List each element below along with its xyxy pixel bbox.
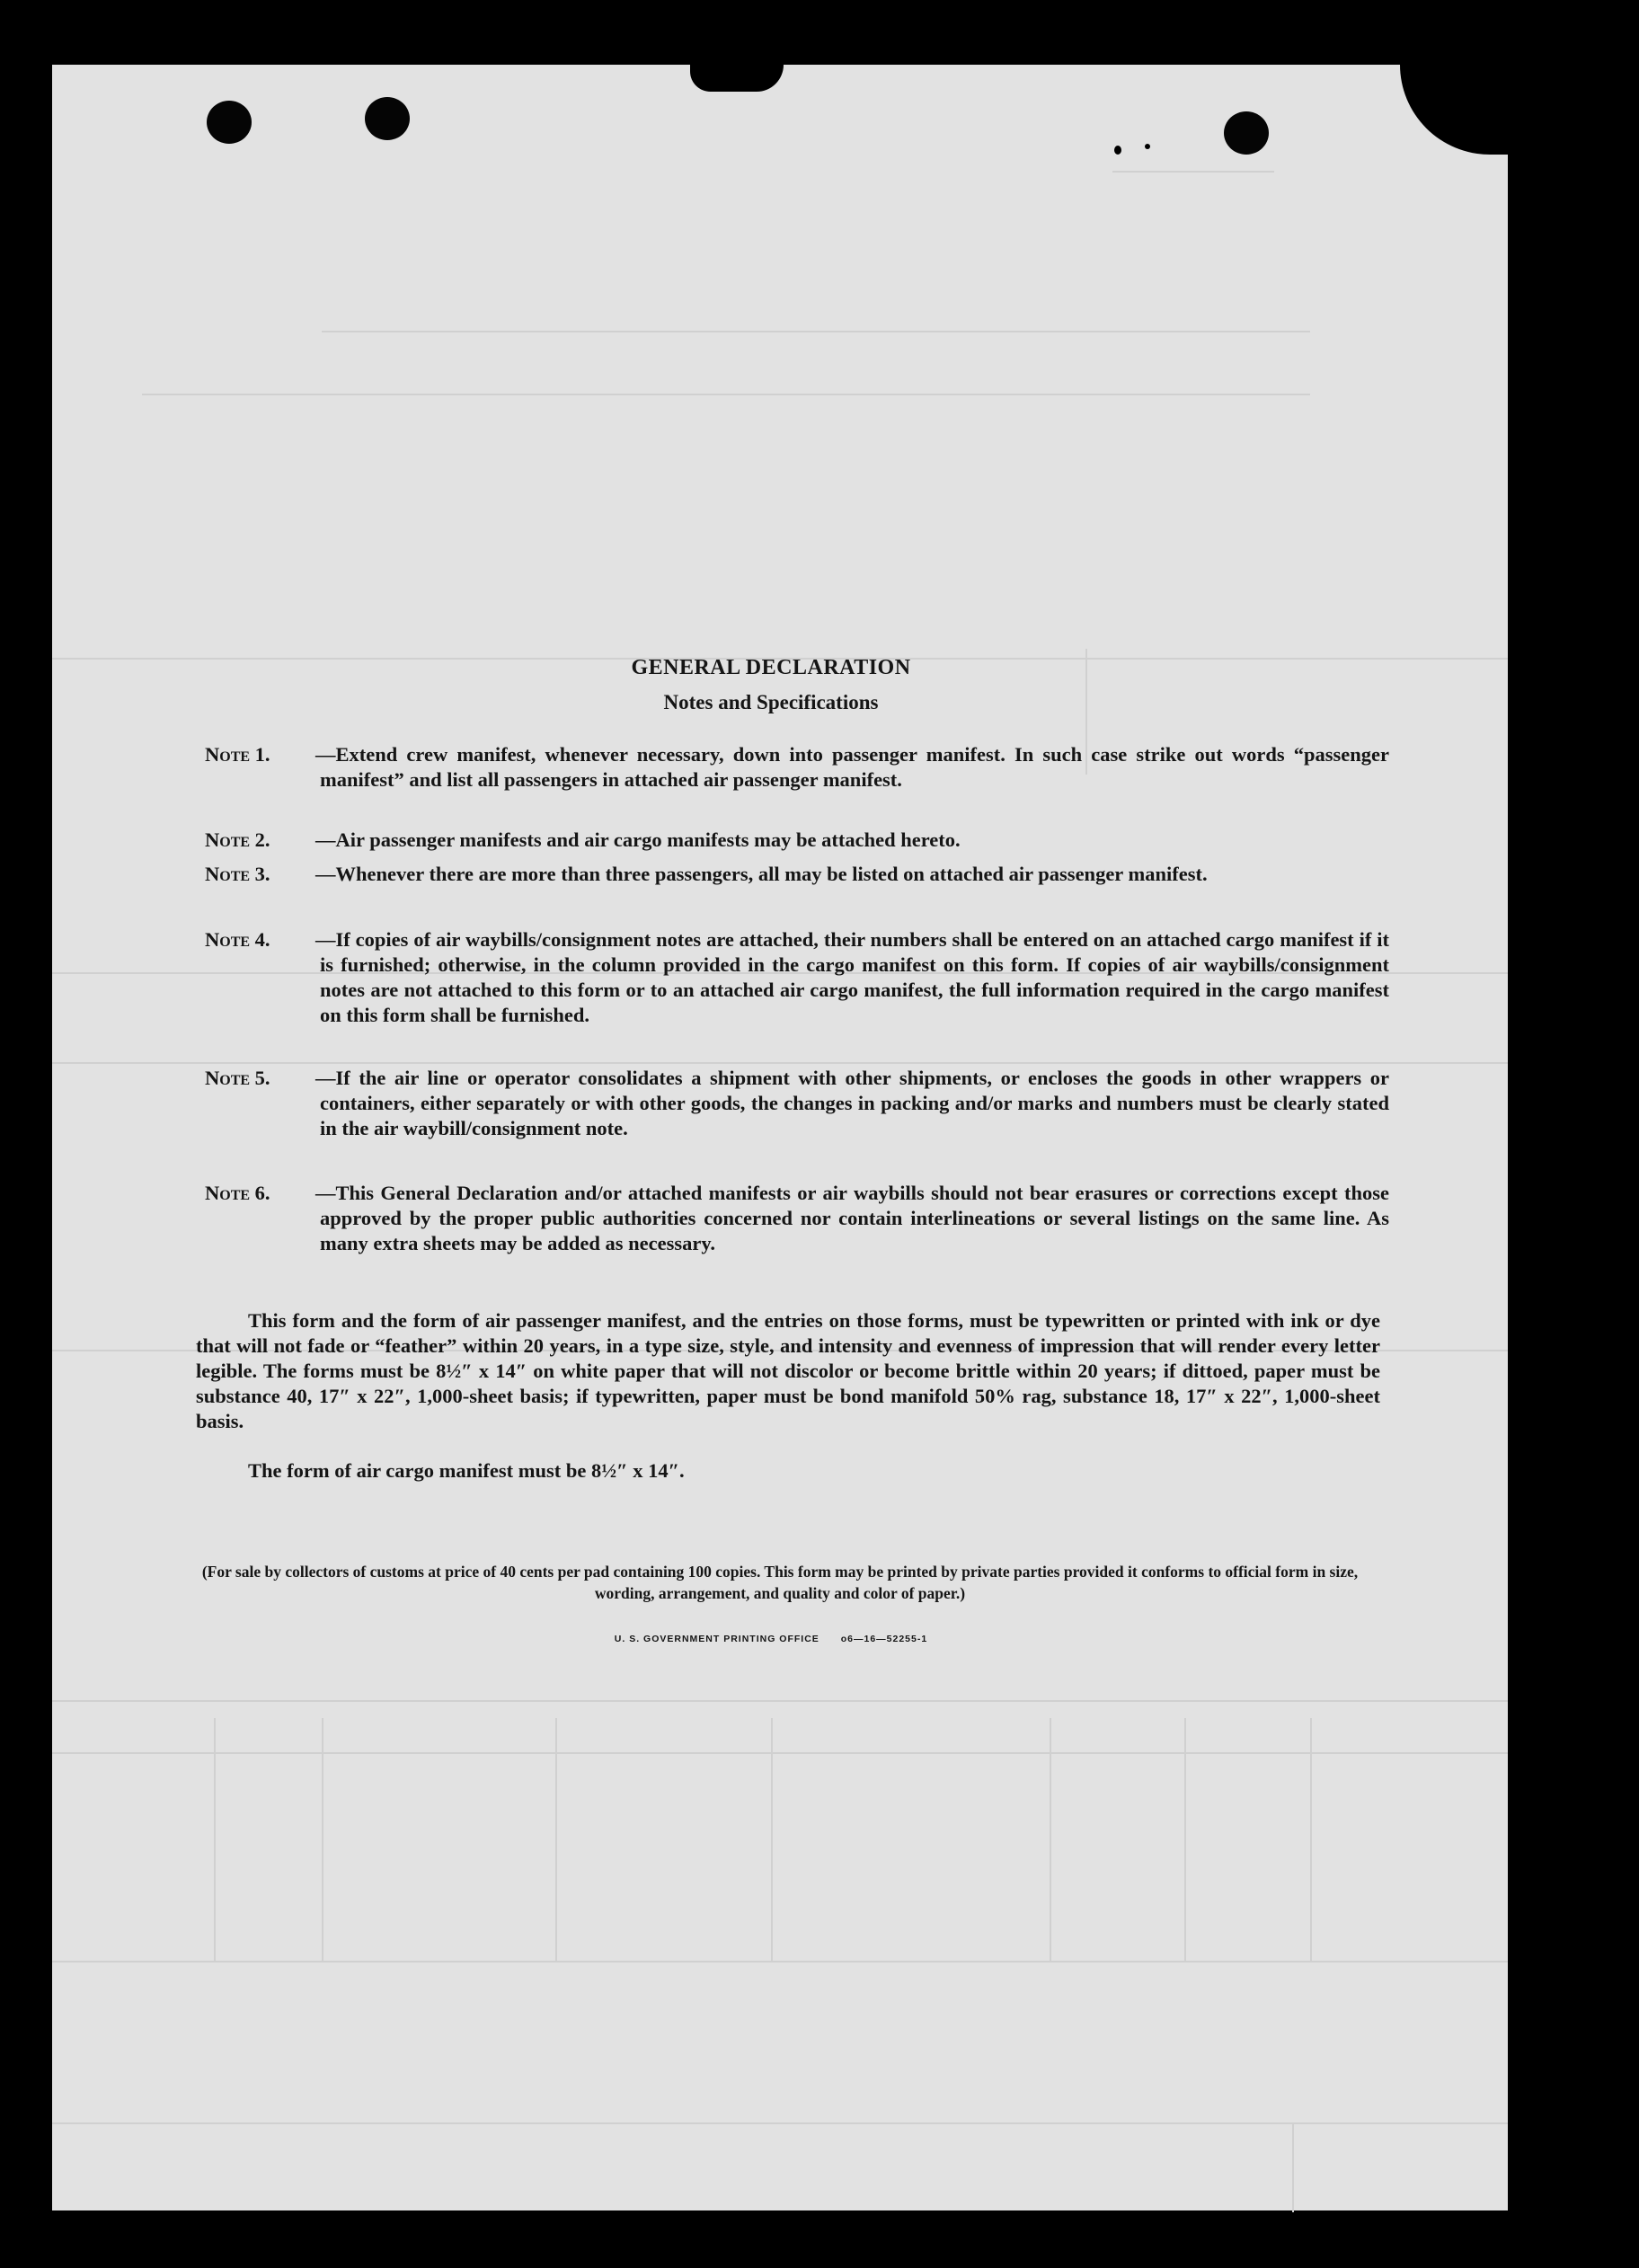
paper-sheet [52, 65, 1508, 2210]
note-5 [205, 1066, 1389, 1141]
note-4 [205, 927, 1389, 1028]
note-label: Note 4. [205, 928, 270, 951]
print-code: o6—16—52255-1 [840, 1634, 928, 1644]
note-1 [205, 742, 1389, 793]
note-text: —Air passenger manifests and air cargo manifests may be attached hereto. [315, 828, 961, 851]
specification-paragraph: This form and the form of air passenger manifest, and the entries on those forms, must be typewritten or printed with ink or dye that will not fade or “feather” within 20 years, in a type size, style, and intensity and evenness of impression that will render every letter legible. The forms must be 8½″ x 14″ on white paper that will not discolor or become brittle within 20 years; if dittoed, paper must be substance 40, 17″ x 22″, 1,000-sheet basis; if typewritten, paper must be bond manifold 50% rag, substance 18, 17″ x 22″, 1,000-sheet basis. [196, 1309, 1380, 1432]
note-text: —This General Declaration and/or attached manifests or air waybills should not bear erasures or corrections except those approved by the proper public authorities concerned nor contain interlineations or several listings on the same line. As many extra sheets may be added as necessary. [315, 1182, 1389, 1254]
note-text: —If copies of air waybills/consignment notes are attached, their numbers shall be entered on an attached cargo manifest if it is furnished; otherwise, in the column provided in the cargo manifest on this form. If copies of air waybills/consignment notes are not attached to this form or to an attached air cargo manifest, the full information required in the cargo manifest on this form shall be furnished. [315, 928, 1389, 1026]
note-text: —Whenever there are more than three passengers, all may be listed on attached air passenger manifest. [315, 863, 1208, 885]
note-label: Note 6. [205, 1182, 270, 1204]
printer-name: U. S. GOVERNMENT PRINTING OFFICE [614, 1634, 820, 1644]
note-6 [205, 1181, 1389, 1256]
cargo-manifest-size-line: The form of air cargo manifest must be 8½″ x 14″. [248, 1459, 685, 1482]
document-title: GENERAL DECLARATION [631, 656, 911, 679]
document-body [52, 65, 1508, 2210]
note-text: —Extend crew manifest, whenever necessary, down into passenger manifest. In such case strike out words “passenger manifest” and list all passengers in attached air passenger manifest. [315, 743, 1389, 791]
sale-notice: (For sale by collectors of customs at price of 40 cents per pad containing 100 copies. This form may be printed by private parties provided it conforms to official form in size, wording, arrangement, and quality and color of paper.) [201, 1563, 1359, 1602]
note-label: Note 2. [205, 828, 270, 851]
document-subtitle: Notes and Specifications [663, 691, 879, 713]
note-label: Note 1. [205, 743, 270, 766]
note-label: Note 3. [205, 863, 270, 885]
note-2 [205, 828, 1389, 853]
note-3 [205, 862, 1389, 887]
note-text: —If the air line or operator consolidates a shipment with other shipments, or encloses the goods in other wrappers or containers, either separately or with other goods, the changes in packing and/or marks and numbers must be clearly stated in the air waybill/consignment note. [315, 1067, 1389, 1139]
printer-imprint [52, 1634, 1490, 1644]
note-label: Note 5. [205, 1067, 270, 1089]
